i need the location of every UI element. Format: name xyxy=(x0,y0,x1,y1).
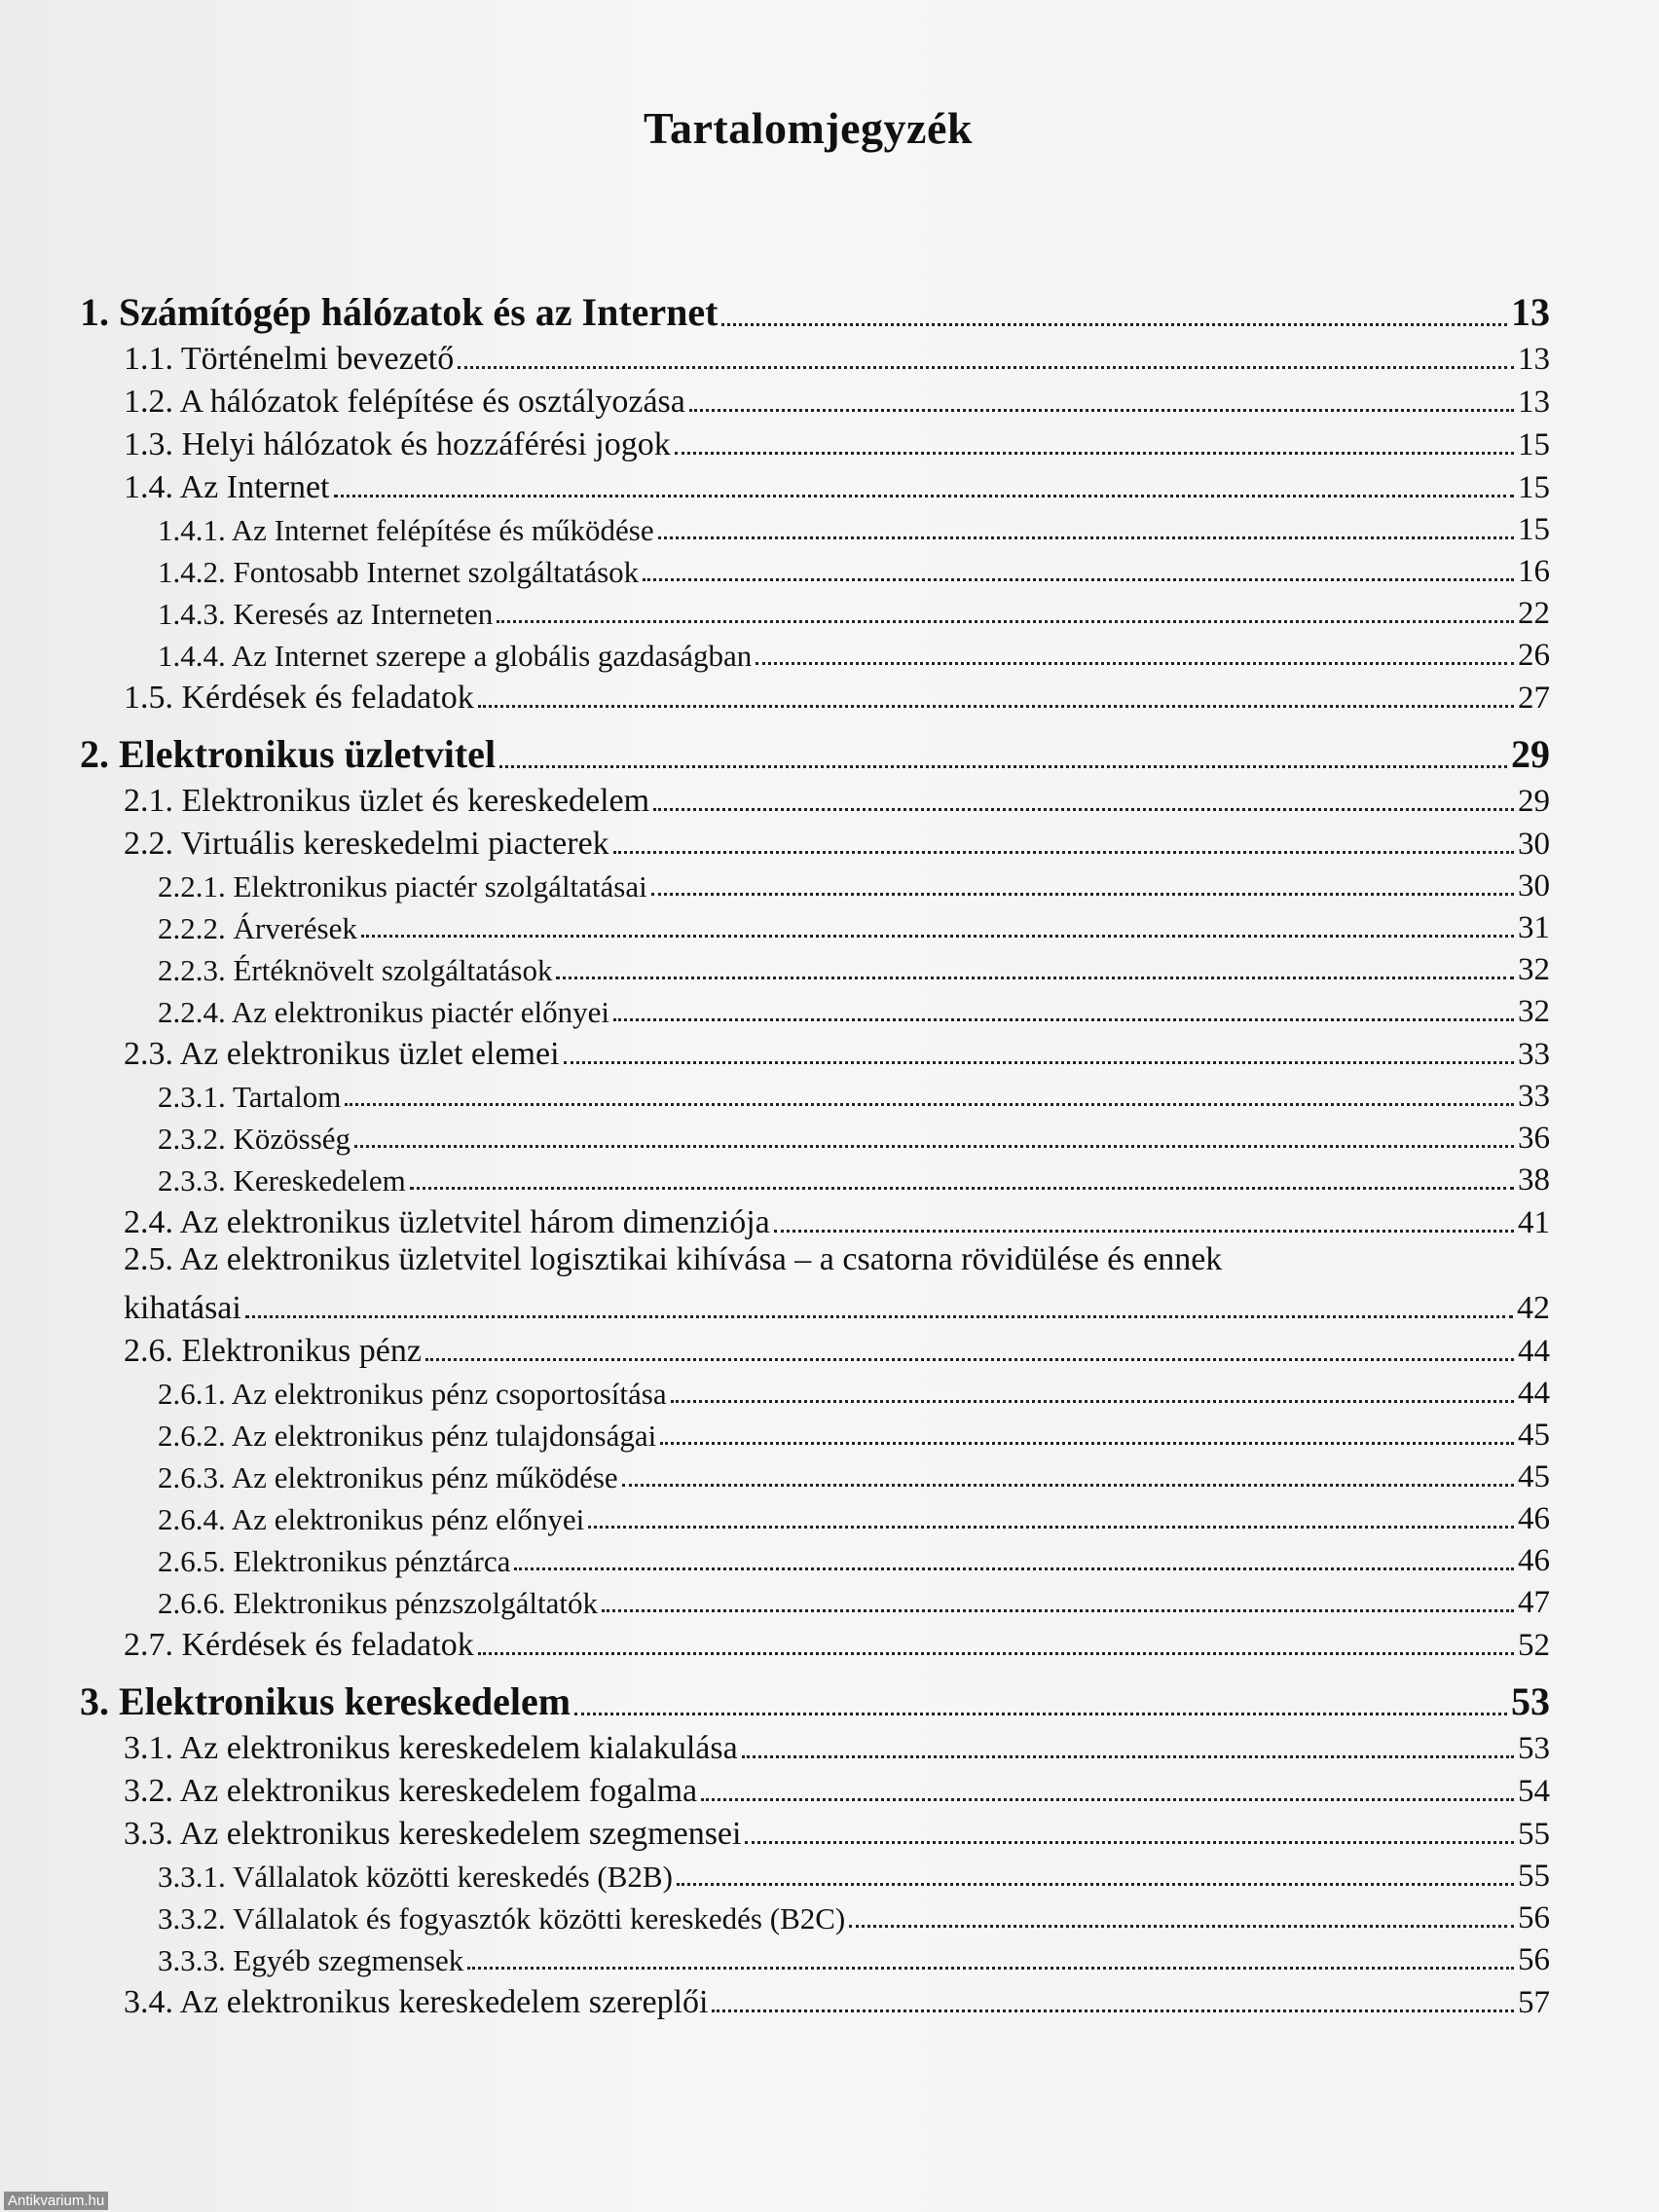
toc-entry-page: 45 xyxy=(1518,1459,1550,1494)
dot-leader xyxy=(410,1186,1514,1190)
toc-entry-number: 2.3. xyxy=(124,1036,173,1072)
toc-entry-page: 44 xyxy=(1518,1376,1550,1411)
toc-entry-title: Elektronikus pénztárca xyxy=(233,1544,511,1578)
toc-entry-label xyxy=(80,289,718,335)
toc-entry-number: 1. xyxy=(80,290,109,334)
toc-entry-title: Egyéb szegmensek xyxy=(233,1943,464,1977)
dot-leader xyxy=(602,1608,1514,1612)
toc-entry-page: 36 xyxy=(1518,1121,1550,1156)
toc-entry-title: Közösség xyxy=(233,1122,351,1156)
toc-entry-number: 1.4.1. xyxy=(158,513,226,547)
toc-entry-label xyxy=(124,1333,422,1370)
dot-leader xyxy=(774,1229,1514,1233)
toc-entry-page: 29 xyxy=(1518,784,1550,819)
toc-entry-label xyxy=(158,1080,341,1115)
watermark: Antikvarium.hu xyxy=(4,2192,108,2210)
toc-entry-title: Kérdések és feladatok xyxy=(181,1627,474,1663)
toc-entry-label xyxy=(80,1678,571,1724)
dot-leader xyxy=(499,764,1507,768)
toc-entry-label xyxy=(158,1122,350,1157)
dot-leader xyxy=(745,1840,1514,1844)
toc-entry xyxy=(80,820,1550,863)
dot-leader xyxy=(564,1060,1514,1064)
toc-entry-title: Az elektronikus üzletvitel logisztikai kihívása – a csatorna rövidülése és ennek xyxy=(179,1241,1223,1277)
toc-entry-label xyxy=(124,384,685,421)
toc-entry-page: 33 xyxy=(1518,1079,1550,1114)
toc-entry xyxy=(80,421,1550,463)
toc-entry-title: Értéknövelt szolgáltatások xyxy=(233,953,553,987)
dot-leader xyxy=(653,807,1514,811)
toc-entry-page: 32 xyxy=(1518,952,1550,987)
toc-entry-label xyxy=(158,1544,510,1579)
toc-entry-number: 3. xyxy=(80,1679,109,1723)
toc-entry xyxy=(80,1724,1550,1767)
toc-entry-page: 32 xyxy=(1518,994,1550,1029)
table-of-contents xyxy=(80,288,1550,2021)
toc-entry-title: Az elektronikus pénz tulajdonságai xyxy=(231,1419,657,1453)
toc-entry xyxy=(80,777,1550,820)
toc-chapter xyxy=(80,730,1550,777)
toc-entry-label xyxy=(158,869,647,904)
toc-entry-title: Az elektronikus piactér előnyei xyxy=(231,995,610,1029)
toc-entry-page: 15 xyxy=(1518,512,1550,547)
toc-entry-number: 2.6.2. xyxy=(158,1419,226,1453)
toc-entry-label xyxy=(124,1627,474,1664)
toc-entry-number: 2.6.5. xyxy=(158,1544,226,1578)
toc-entry xyxy=(80,1537,1550,1579)
toc-entry-title-continued: kihatásai xyxy=(124,1290,241,1326)
toc-entry-label xyxy=(158,1586,598,1621)
toc-entry-label xyxy=(158,513,654,548)
dot-leader xyxy=(613,850,1514,854)
toc-entry xyxy=(80,1621,1550,1664)
toc-entry-label xyxy=(158,911,357,946)
dot-leader xyxy=(334,494,1515,498)
toc-entry-page: 33 xyxy=(1518,1037,1550,1072)
dot-leader xyxy=(345,1102,1514,1106)
dot-leader xyxy=(622,1483,1514,1487)
toc-entry-page: 55 xyxy=(1518,1859,1550,1894)
toc-entry-title: Kérdések és feladatok xyxy=(181,680,474,716)
toc-entry-page: 56 xyxy=(1518,1942,1550,1977)
toc-entry-label xyxy=(158,1419,656,1454)
toc-entry-number: 1.4.2. xyxy=(158,555,226,589)
toc-entry xyxy=(80,1810,1550,1853)
toc-entry-number: 2.6.1. xyxy=(158,1377,226,1411)
toc-entry-page: 55 xyxy=(1518,1817,1550,1852)
toc-entry xyxy=(80,1579,1550,1621)
toc-entry-title: Az elektronikus pénz működése xyxy=(231,1460,618,1494)
dot-leader xyxy=(245,1314,1513,1318)
toc-entry-label xyxy=(124,426,671,463)
dot-leader xyxy=(742,1754,1514,1758)
toc-entry-label xyxy=(124,826,609,863)
toc-entry xyxy=(80,1853,1550,1895)
toc-entry-label xyxy=(124,680,474,717)
dot-leader xyxy=(354,1144,1514,1148)
toc-entry xyxy=(80,1895,1550,1936)
toc-entry xyxy=(80,1198,1550,1241)
dot-leader xyxy=(361,934,1514,938)
toc-entry-title: Vállalatok és fogyasztók közötti kereskedés (B2C) xyxy=(232,1901,846,1936)
toc-entry-number: 1.1. xyxy=(124,341,173,377)
toc-entry-page: 57 xyxy=(1518,1985,1550,2020)
toc-entry-number: 2.6. xyxy=(124,1333,173,1369)
toc-entry xyxy=(80,1115,1550,1157)
toc-entry-label xyxy=(158,953,552,988)
toc-entry-title: Virtuális kereskedelmi piacterek xyxy=(180,826,609,862)
toc-entry-number: 2.6.3. xyxy=(158,1460,226,1494)
toc-entry xyxy=(80,1327,1550,1370)
toc-entry-page: 30 xyxy=(1518,827,1550,862)
dot-leader xyxy=(514,1567,1514,1570)
toc-entry xyxy=(80,590,1550,632)
toc-entry-label xyxy=(158,597,493,632)
toc-entry-label xyxy=(158,1502,584,1537)
toc-entry-label xyxy=(124,783,649,820)
toc-entry-title: Elektronikus kereskedelem xyxy=(119,1679,571,1723)
toc-entry-page: 46 xyxy=(1518,1543,1550,1578)
dot-leader xyxy=(497,619,1514,623)
toc-entry-number: 2.2. xyxy=(124,826,173,862)
toc-entry-label xyxy=(158,1860,673,1895)
dot-leader xyxy=(478,704,1514,708)
dot-leader xyxy=(574,1712,1507,1715)
toc-entry-label xyxy=(124,469,330,506)
toc-entry-number: 2.5. xyxy=(124,1241,173,1277)
toc-entry-title: A hálózatok felépítése és osztályozása xyxy=(179,384,685,420)
dot-leader xyxy=(467,1966,1514,1970)
toc-entry-number: 2.4. xyxy=(124,1204,173,1240)
toc-entry xyxy=(80,904,1550,946)
toc-entry-title: Az Internet xyxy=(179,469,330,505)
toc-entry-title: Kereskedelem xyxy=(233,1163,406,1198)
toc-entry xyxy=(80,506,1550,548)
toc-entry xyxy=(80,548,1550,590)
toc-entry-label xyxy=(124,1036,560,1073)
toc-entry xyxy=(80,1454,1550,1495)
toc-entry-page: 47 xyxy=(1518,1585,1550,1620)
toc-entry-title: Fontosabb Internet szolgáltatások xyxy=(233,555,640,589)
toc-entry-label xyxy=(158,1901,845,1936)
toc-entry-page: 56 xyxy=(1518,1900,1550,1936)
dot-leader xyxy=(643,577,1514,581)
toc-entry-number: 3.2. xyxy=(124,1773,173,1809)
toc-entry-number: 3.3.1. xyxy=(158,1860,226,1894)
toc-entry-title: Az Internet felépítése és működése xyxy=(231,513,654,547)
toc-entry-number: 1.2. xyxy=(124,384,173,420)
toc-entry xyxy=(80,1370,1550,1412)
toc-entry-title: Az elektronikus üzletvitel három dimenziója xyxy=(179,1204,770,1240)
dot-leader xyxy=(458,365,1514,369)
toc-entry xyxy=(80,1936,1550,1978)
toc-entry-title: Vállalatok közötti kereskedés (B2B) xyxy=(232,1860,673,1894)
toc-entry-page: 16 xyxy=(1518,554,1550,589)
dot-leader xyxy=(849,1924,1514,1928)
toc-entry xyxy=(80,1978,1550,2021)
toc-entry xyxy=(80,1767,1550,1810)
dot-leader xyxy=(658,535,1514,539)
toc-entry-page: 22 xyxy=(1518,596,1550,631)
toc-entry-number: 2.1. xyxy=(124,783,173,819)
toc-entry xyxy=(80,632,1550,674)
toc-entry-number: 2.2.4. xyxy=(158,995,226,1029)
dot-leader xyxy=(675,451,1514,455)
toc-entry-title: Az elektronikus kereskedelem fogalma xyxy=(179,1773,698,1809)
dot-leader xyxy=(651,892,1514,896)
dot-leader xyxy=(556,976,1514,979)
toc-entry-title: Az elektronikus pénz előnyei xyxy=(231,1502,585,1536)
toc-entry-title: Helyi hálózatok és hozzáférési jogok xyxy=(181,426,671,462)
toc-entry-number: 2. xyxy=(80,732,109,776)
toc-entry xyxy=(80,863,1550,904)
toc-entry-page: 53 xyxy=(1518,1731,1550,1766)
toc-entry-number: 1.4.4. xyxy=(158,639,226,673)
toc-entry-page: 30 xyxy=(1518,868,1550,903)
toc-entry-page: 42 xyxy=(1517,1290,1550,1326)
dot-leader xyxy=(701,1797,1514,1801)
toc-entry-page: 13 xyxy=(1518,342,1550,377)
toc-entry-page: 38 xyxy=(1518,1162,1550,1198)
toc-entry-page: 13 xyxy=(1511,290,1550,334)
toc-entry-page: 26 xyxy=(1518,638,1550,673)
toc-entry-title: Elektronikus pénzszolgáltatók xyxy=(233,1586,598,1620)
toc-entry-number: 2.3.1. xyxy=(158,1080,226,1114)
toc-entry-number: 2.6.6. xyxy=(158,1586,226,1620)
toc-entry-number: 2.2.1. xyxy=(158,869,226,903)
toc-entry-label xyxy=(158,1377,667,1412)
toc-entry xyxy=(80,946,1550,988)
toc-entry-number: 2.3.3. xyxy=(158,1163,226,1198)
toc-entry-number: 2.2.2. xyxy=(158,911,226,945)
toc-entry-page: 27 xyxy=(1518,681,1550,716)
toc-entry xyxy=(80,1412,1550,1454)
toc-entry-title: Elektronikus üzletvitel xyxy=(119,732,497,776)
toc-entry-label xyxy=(124,1984,708,2021)
toc-entry-number: 2.2.3. xyxy=(158,953,226,987)
toc-entry-title: Elektronikus üzlet és kereskedelem xyxy=(181,783,650,819)
toc-entry-number: 1.3. xyxy=(124,426,173,462)
toc-entry xyxy=(80,1241,1550,1327)
toc-entry-number: 2.3.2. xyxy=(158,1122,226,1156)
toc-chapter xyxy=(80,288,1550,335)
toc-entry-page: 45 xyxy=(1518,1418,1550,1453)
toc-entry-label xyxy=(124,1204,770,1241)
toc-entry-title: Elektronikus pénz xyxy=(181,1333,422,1369)
toc-entry-label xyxy=(124,1773,697,1810)
toc-entry-number: 3.3.2. xyxy=(158,1901,226,1936)
toc-entry-title: Történelmi bevezető xyxy=(180,341,455,377)
toc-entry-title: Tartalom xyxy=(232,1080,342,1114)
toc-entry-page: 13 xyxy=(1518,385,1550,420)
toc-entry-number: 3.3. xyxy=(124,1816,173,1852)
toc-entry-page: 44 xyxy=(1518,1334,1550,1369)
toc-entry-page: 29 xyxy=(1511,732,1550,776)
toc-entry-number: 1.4. xyxy=(124,469,173,505)
dot-leader xyxy=(756,661,1514,665)
toc-entry-title: Az elektronikus kereskedelem szegmensei xyxy=(179,1816,742,1852)
toc-entry-label xyxy=(158,995,609,1030)
dot-leader xyxy=(660,1441,1514,1445)
toc-entry-title: Árverések xyxy=(233,911,357,945)
toc-entry-number: 2.7. xyxy=(124,1627,173,1663)
toc-entry-page: 52 xyxy=(1518,1628,1550,1663)
dot-leader xyxy=(689,408,1514,412)
dot-leader xyxy=(613,1017,1514,1021)
toc-entry xyxy=(80,1073,1550,1115)
toc-entry-label xyxy=(124,341,454,378)
toc-entry-page: 54 xyxy=(1518,1774,1550,1809)
toc-entry xyxy=(80,1157,1550,1198)
toc-entry-title: Elektronikus piactér szolgáltatásai xyxy=(233,869,647,903)
dot-leader xyxy=(588,1525,1514,1529)
toc-entry xyxy=(80,463,1550,506)
toc-chapter xyxy=(80,1677,1550,1724)
toc-entry-number: 3.3.3. xyxy=(158,1943,226,1977)
dot-leader xyxy=(425,1357,1514,1361)
toc-entry-label xyxy=(158,1163,406,1198)
toc-entry-number: 2.6.4. xyxy=(158,1502,226,1536)
toc-entry-title: Az elektronikus üzlet elemei xyxy=(179,1036,560,1072)
toc-entry-page: 53 xyxy=(1511,1679,1550,1723)
toc-entry-label xyxy=(80,731,496,777)
toc-entry-label xyxy=(158,639,752,674)
toc-entry-label xyxy=(158,555,639,590)
dot-leader xyxy=(721,322,1507,326)
toc-entry-label xyxy=(124,1816,741,1853)
toc-entry-page: 31 xyxy=(1518,910,1550,945)
toc-entry-number: 3.4. xyxy=(124,1984,173,2020)
toc-entry xyxy=(80,674,1550,717)
toc-entry xyxy=(80,988,1550,1030)
dot-leader xyxy=(712,2009,1514,2012)
toc-entry xyxy=(80,1495,1550,1537)
toc-entry-label xyxy=(158,1460,618,1495)
toc-entry-title: Az elektronikus kereskedelem szereplői xyxy=(179,1984,709,2020)
toc-entry-label xyxy=(124,1730,738,1767)
dot-leader xyxy=(478,1651,1514,1655)
page-title: Tartalomjegyzék xyxy=(644,103,973,153)
dot-leader xyxy=(671,1399,1514,1403)
toc-entry-title: Számítógép hálózatok és az Internet xyxy=(119,290,719,334)
toc-entry xyxy=(80,378,1550,421)
toc-entry-label xyxy=(158,1943,463,1978)
toc-entry xyxy=(80,1030,1550,1073)
toc-entry-title: Az elektronikus kereskedelem kialakulása xyxy=(179,1730,738,1766)
toc-entry-page: 41 xyxy=(1518,1205,1550,1240)
toc-entry-page: 15 xyxy=(1518,470,1550,505)
toc-entry-title: Az Internet szerepe a globális gazdaságban xyxy=(231,639,753,673)
toc-entry-page: 46 xyxy=(1518,1501,1550,1536)
dot-leader xyxy=(677,1882,1514,1886)
toc-entry-label xyxy=(124,1241,1550,1284)
toc-entry-number: 1.4.3. xyxy=(158,597,226,631)
toc-entry xyxy=(80,335,1550,378)
toc-entry-title: Keresés az Interneten xyxy=(233,597,494,631)
toc-entry-number: 3.1. xyxy=(124,1730,173,1766)
toc-entry-page: 15 xyxy=(1518,427,1550,462)
toc-entry-title: Az elektronikus pénz csoportosítása xyxy=(231,1377,667,1411)
toc-entry-number: 1.5. xyxy=(124,680,173,716)
